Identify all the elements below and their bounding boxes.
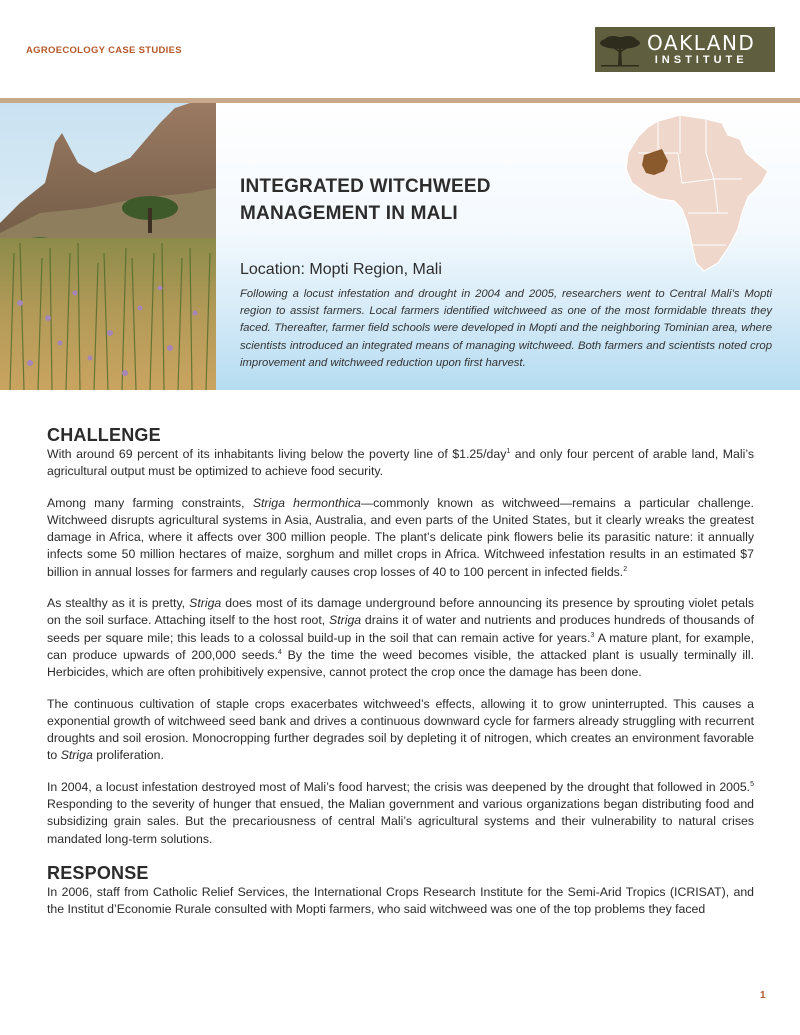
- page-number: 1: [760, 990, 766, 1001]
- africa-map: [618, 113, 778, 283]
- footnote-ref: 4: [277, 648, 282, 656]
- logo-word-institute: INSTITUTE: [654, 53, 748, 66]
- page-title: [240, 173, 570, 227]
- footnote-ref: 3: [590, 631, 595, 639]
- text-run: does most of its damage underground before announcing its presence by sprouting violet petals on the soil surface. Attaching itself to the host root,: [47, 596, 754, 628]
- text-run: and only four percent of arable land, Mali’s agricultural output must be optimized to achieve food security.: [47, 447, 754, 479]
- response-heading: RESPONSE: [47, 862, 149, 883]
- article-body: [47, 424, 754, 933]
- location-text: Location: Mopti Region, Mali: [240, 261, 442, 278]
- species-name: Striga hermonthica: [252, 495, 361, 510]
- challenge-paragraph-3: [47, 595, 754, 681]
- challenge-heading: CHALLENGE: [47, 425, 161, 445]
- challenge-paragraph-1: [47, 446, 754, 481]
- text-run: As stealthy as it is pretty,: [47, 596, 190, 611]
- species-name: Striga: [329, 613, 362, 628]
- logo-word-oakland: OAKLAND: [647, 30, 756, 55]
- challenge-paragraph-2: [47, 495, 754, 581]
- footnote-ref: 2: [623, 565, 628, 573]
- footnote-ref: 1: [506, 447, 511, 455]
- summary-text: Following a locust infestation and drought in 2004 and 2005, researchers went to Central Mali’s Mopti region to assist farmers. Local farmers identified witchweed as one of the most formidable threats they faced. Thereafter, farmer field schools were developed in Mopti and the neighboring Tominian area, where scientists introduced an integrated means of managing witchweed. Both farmers and scientists noted crop improvement and witchweed reduction upon first harvest.: [240, 288, 772, 369]
- title-line-2: MANAGEMENT IN MALI: [240, 203, 458, 224]
- species-name: Striga: [60, 748, 93, 763]
- species-name: Striga: [189, 596, 222, 611]
- text-run: —commonly known as witchweed—remains a particular challenge. Witchweed disrupts agricultural systems in Asia, Australia, and even parts of the United States, but it clearly wreaks the greatest damage in Africa, where it affects over 300 million people. The plant’s delicate pink flowers belie its parasitic nature: it annually infects some 50 million hectares of maize, sorghum and millet crops in Africa. Witchweed infestation results in an estimated $7 billion in annual losses for farmers and regularly causes crop losses of 40 to 100 percent in infected fields.: [47, 495, 754, 579]
- oakland-institute-logo[interactable]: [595, 27, 775, 72]
- challenge-paragraph-5: [47, 779, 754, 848]
- hero-banner: [0, 103, 800, 390]
- footnote-ref: 5: [750, 780, 754, 788]
- response-paragraph-1: In 2006, staff from Catholic Relief Services, the International Crops Research Institute for the Semi-Arid Tropics (ICRISAT), and the Institut d’Economie Rurale consulted with Mopti farmers, who said witchweed was one of the top problems they faced: [47, 884, 754, 917]
- text-run: In 2004, a locust infestation destroyed most of Mali’s food harvest; the crisis was deepened by the drought that followed in 2005.: [47, 779, 751, 794]
- acacia-tree-icon: [595, 27, 645, 72]
- text-run: Among many farming constraints,: [47, 495, 253, 510]
- landscape-photo: [0, 103, 216, 390]
- title-line-1: INTEGRATED WITCHWEED: [240, 176, 491, 197]
- text-run: The continuous cultivation of staple crops exacerbates witchweed’s effects, allowing it to grow uninterrupted. This causes a exponential growth of witchweed seed bank and drives a continuous downward cycle for farmers already struggling with recurrent droughts and soil erosion. Monocropping further degrades soil by depleting it of nitrogen, which creates an environment favorable to: [47, 696, 754, 763]
- series-label: AGROECOLOGY CASE STUDIES: [26, 45, 182, 56]
- text-run: Responding to the severity of hunger that ensued, the Malian government and various organizations began distributing food and subsidizing grain sales. But the precariousness of central Mali’s agricultural systems and their vulnerability to natural crises mandated long-term solutions.: [47, 797, 754, 846]
- text-run: drains it of water and nutrients and produces hundreds of thousands of seeds per square mile; this leads to a colossal build-up in the soil that can remain active for years.: [47, 613, 754, 645]
- text-run: By the time the weed becomes visible, the attacked plant is usually terminally ill. Herbicides, which are often prohibitively expensive, cannot protect the crop once the damage has been done.: [47, 647, 754, 680]
- text-run: A mature plant, for example, can produce upwards of 200,000 seeds.: [47, 630, 755, 662]
- challenge-paragraph-4: [47, 696, 754, 765]
- text-run: proliferation.: [92, 748, 164, 763]
- text-run: With around 69 percent of its inhabitants living below the poverty line of $1.25/day: [47, 447, 507, 461]
